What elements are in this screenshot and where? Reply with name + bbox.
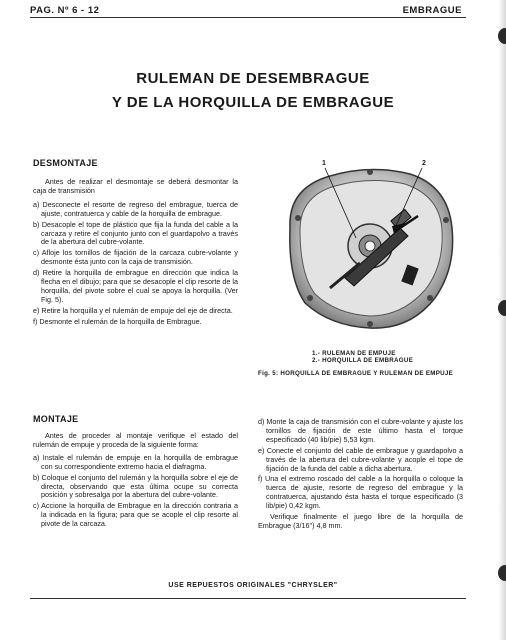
montaje-step-c: c) Accione la horquilla de Embrague en la dirección contraria a la indicada en la figura; para que se acople el clip resorte al pivote de la carcaza.	[33, 501, 238, 529]
footer-note: USE REPUESTOS ORIGINALES "CHRYSLER"	[168, 582, 338, 589]
montaje-heading: MONTAJE	[33, 414, 79, 424]
montaje-step-f: f) Una el extremo roscado del cable a la horquilla o coloque la tuerca de ajuste, resorte de regreso del embrague y la contratuerca, ajustando ésta hasta el torque especificado (3 lib/pie) 0,42 kgm.	[258, 474, 463, 511]
desmontaje-step-a: a) Desconecte el resorte de regreso del embrague, tuerca de ajuste, contratuerca y cable de la horquilla de embrague.	[33, 199, 238, 218]
desmontaje-heading: DESMONTAJE	[33, 158, 98, 168]
page-title-line-1: RULEMAN DE DESEMBRAGUE	[136, 70, 370, 87]
binder-hole-icon	[498, 300, 506, 316]
page-number: PAG. Nº 6 - 12	[30, 5, 100, 16]
clutch-housing-icon	[270, 158, 470, 338]
montaje-step-d: d) Monte la caja de transmisión con el cubre-volante y ajuste los tornillos de fijación de este último hasta el torque especificado (40 lib/pie) 5,53 kgm.	[258, 417, 463, 444]
figure-caption: Fig. 5: HORQUILLA DE EMBRAGUE Y RULEMAN DE EMPUJE	[258, 370, 454, 377]
desmontaje-step-b: b) Desacople el tope de plástico que fija la funda del cable a la carcaza y retire el conjunto junto con el guardapolvo a través de la abertura del cubre-volante.	[33, 219, 238, 247]
figure-legend-item-1: 1.- RULEMAN DE EMPUJE	[312, 350, 396, 357]
desmontaje-step-c: c) Afloje los tornillos de fijación de la carcaza cubre-volante y desmonte ésta junto con la caja de transmisión.	[33, 248, 238, 267]
section-label: EMBRAGUE	[402, 5, 462, 16]
desmontaje-step-e: e) Retire la horquilla y el rulemán de empuje del eje de directa.	[33, 305, 233, 315]
montaje-intro: Antes de proceder al montaje verifique el estado del rulemán de empuje y proceda de la siguiente forma:	[33, 431, 238, 449]
binder-hole-icon	[498, 28, 506, 44]
desmontaje-step-d: d) Retire la horquilla de embrague en dirección que indica la flecha en el dibujo; para que se desacople el clip resorte de la horquilla, del pivote sobre el cual se apoya la horquilla. (Ver Fig. 5).	[33, 268, 238, 304]
binder-hole-icon	[498, 565, 506, 581]
montaje-step-e: e) Conecte el conjunto del cable de embrague y guardapolvo a través de la abertura del cubre-volante y acople el tope de fijación de la funda del cable a dicha abertura.	[258, 445, 463, 473]
callout-number-2: 2	[422, 160, 426, 167]
callout-number-1: 1	[322, 160, 326, 167]
clutch-housing-illustration	[270, 158, 470, 338]
footer-divider	[30, 598, 466, 599]
montaje-final-note: Verifique finalmente el juego libre de la horquilla de Embrague (3/16") 4,8 mm.	[258, 512, 463, 530]
desmontaje-body	[33, 178, 238, 327]
montaje-step-a: a) Instale el rulemán de empuje en la horquilla de embrague con su correspondiente extremo hacia el diafragma.	[33, 452, 238, 471]
figure-legend-item-2: 2.- HORQUILLA DE EMBRAGUE	[312, 357, 414, 364]
desmontaje-intro: Antes de realizar el desmontaje se deberá desmontar la caja de transmisión	[33, 177, 238, 195]
page-title-line-2: Y DE LA HORQUILLA DE EMBRAGUE	[111, 94, 395, 111]
desmontaje-step-f: f) Desmonte el rulemán de la horquilla de Embrague.	[33, 316, 202, 326]
montaje-left-column	[33, 432, 238, 529]
montaje-step-b: b) Coloque el conjunto del rulemán y la horquilla sobre el eje de directa, observando que esta última ocupe su correcta posición y sobresalga por la abertura del cubre-volante.	[33, 472, 238, 500]
montaje-right-column	[258, 418, 463, 531]
header-divider	[30, 17, 466, 18]
